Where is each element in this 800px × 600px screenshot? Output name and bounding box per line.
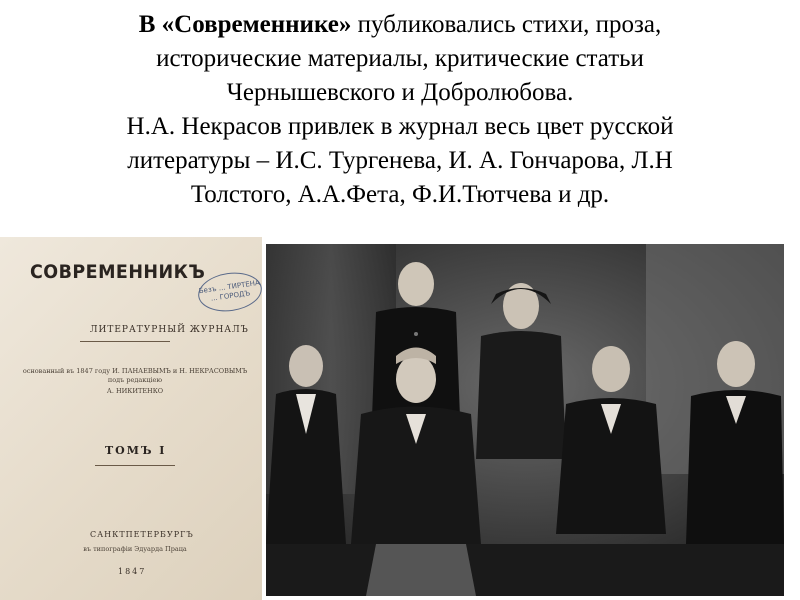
cover-founded: основанный въ 1847 году И. ПАНАЕВЫМЪ и Н. НЕКРАСОВЫМЪ подъ редакцiею [22, 367, 248, 384]
slide-line-4: Н.А. Некрасов привлек в журнал весь цвет русской [126, 113, 674, 140]
cover-volume: ТОМЪ I [105, 444, 167, 457]
journal-cover-image [0, 237, 262, 600]
slide-line-1 [20, 8, 780, 42]
cover-editor: А. НИКИТЕНКО [106, 387, 164, 395]
slide-line-1-rest: публиковались стихи, проза, [351, 11, 662, 38]
slide-line-6: Толстого, А.А.Фета, Ф.И.Тютчева и др. [190, 181, 610, 208]
group-photograph-drawing [266, 244, 784, 596]
cover-subtitle: ЛИТЕРАТУРНЫЙ ЖУРНАЛЪ [90, 325, 249, 335]
cover-divider [80, 341, 170, 342]
cover-printer: въ типографiи Эдуарда Праца [83, 545, 187, 553]
cover-divider [95, 465, 175, 466]
slide-text [20, 8, 780, 212]
slide-line-3: Чернышевского и Добролюбова. [226, 79, 574, 106]
slide-line-5: литературы – И.С. Тургенева, И. А. Гончарова, Л.Н [127, 147, 673, 174]
slide-line-2: исторические материалы, критические статьи [156, 45, 644, 72]
cover-city: САНКТПЕТЕРБУРГЪ [90, 530, 194, 539]
library-stamp: Безъ ... ТИРТЕНА ... ГОРОДЪ [196, 269, 262, 316]
cover-title: СОВРЕМЕННИКЪ [30, 261, 206, 283]
cover-year: 1847 [118, 567, 147, 576]
group-photograph [266, 244, 784, 596]
journal-name: В «Современнике» [138, 11, 352, 38]
